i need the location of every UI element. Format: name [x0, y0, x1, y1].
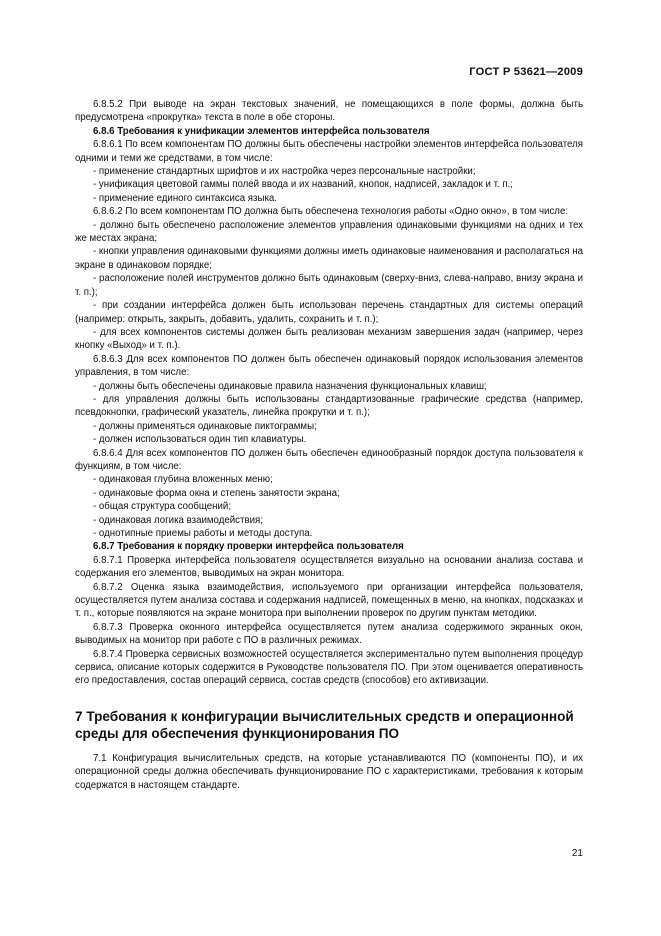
paragraph: - расположение полей инструментов должно быть одинаковым (сверху-вниз, слева-направо, внизу экрана и т. п.); [75, 273, 583, 298]
document-header: ГОСТ Р 53621—2009 [469, 66, 583, 78]
paragraph: 7.1 Конфигурация вычислительных средств, на которые устанавливаются ПО (компоненты ПО), и их операционной среды должна обеспечивать функционирование ПО с характеристиками, требования к которым содержатся в настоящем стандарте. [75, 752, 583, 791]
paragraph: 6.8.6.4 Для всех компонентов ПО должен быть обеспечен единообразный порядок доступа пользователя к функциям, в том числе: [75, 447, 583, 472]
paragraph: - применение единого синтаксиса языка. [93, 192, 277, 204]
paragraph: - при создании интерфейса должен быть использован перечень стандартных для системы операций (например: открыть, закрыть, добавить, удалить, сохранить и т. п.); [75, 300, 583, 325]
paragraph: 6.8.7.4 Проверка сервисных возможностей осуществляется экспериментально путем выполнения процедур сервиса, описание которых содержится в Руководстве пользователя ПО. При этом оценивается оперативность его предоставления, состав операций сервиса, состав средств (способов) его активизации. [75, 648, 583, 687]
paragraph: 6.8.7.3 Проверка оконного интерфейса осуществляется путем анализа содержимого экранных окон, выводимых на монитор при работе с ПО в различных режимах. [75, 621, 583, 647]
paragraph: - одинаковая глубина вложенных меню; [93, 474, 273, 486]
paragraph: - должны быть обеспечены одинаковые правила назначения функциональных клавиш; [93, 380, 487, 392]
section-title: 7 Требования к конфигурации вычислительных средств и операционной среды для обеспечения функционирования ПО [75, 708, 574, 741]
paragraph: - для всех компонентов системы должен быть реализован механизм завершения задач (например, через кнопку «Выход» и т. п.). [75, 326, 583, 352]
paragraph: - одинаковые форма окна и степень занятости экрана; [93, 487, 340, 499]
subsection-heading: 6.8.6 Требования к унификации элементов интерфейса пользователя [93, 125, 430, 137]
paragraph: - общая структура сообщений; [93, 501, 232, 513]
paragraph: - должны применяться одинаковые пиктограммы; [93, 420, 317, 432]
paragraph: - должен использоваться один тип клавиатуры. [93, 434, 307, 446]
paragraph: - должно быть обеспечено расположение элементов управления одинаковыми функциями на одних и тех же местах экрана; [75, 219, 583, 245]
paragraph: - для управления должны быть использованы стандартизованные графические средства (например, псевдокнопки, графический указатель, линейка прокрутки и т. п.); [75, 393, 583, 419]
page-number: 21 [571, 848, 583, 859]
paragraph: - унификация цветовой гаммы полей ввода и их названий, кнопок, надписей, закладок и т. п.; [93, 179, 513, 191]
paragraph: 6.8.7.2 Оценка языка взаимодействия, используемого при организации интерфейса пользователя, осуществляется путем анализа состава и содержания надписей, помещенных в меню, на кнопках, подсказках и т. п., которые появляются на экране монитора при выполнении проверок по другим пунктам методики. [75, 581, 583, 620]
paragraph: 6.8.6.1 По всем компонентам ПО должны быть обеспечены настройки элементов интерфейса пользователя одними и теми же средствами, в том числе: [75, 139, 583, 164]
paragraph: 6.8.5.2 При выводе на экран текстовых значений, не помещающихся в поле формы, должна быть предусмотрена «прокрутка» текста в поле в обе стороны. [75, 99, 583, 124]
paragraph: - одинаковая логика взаимодействия; [93, 514, 263, 526]
paragraph-list [75, 98, 583, 688]
subsection-heading: 6.8.7 Требования к порядку проверки интерфейса пользователя [93, 541, 404, 553]
section-paragraph-list [75, 752, 583, 792]
paragraph: 6.8.7.1 Проверка интерфейса пользователя осуществляется визуально на основании анализа состава и содержания его элементов, выводимых на экран монитора. [75, 554, 583, 580]
paragraph: - кнопки управления одинаковыми функциями должны иметь одинаковые наименования и располагаться на экране в одинаковом порядке; [75, 246, 583, 271]
paragraph: 6.8.6.2 По всем компонентам ПО должна быть обеспечена технология работы «Одно окно», в том числе: [93, 206, 569, 218]
paragraph: - однотипные приемы работы и методы доступа. [93, 528, 313, 539]
document-body [75, 98, 583, 792]
paragraph: - применение стандартных шрифтов и их настройка через персональные настройки; [93, 166, 476, 178]
paragraph: 6.8.6.3 Для всех компонентов ПО должен быть обеспечен одинаковый порядок использования элементов управления, в том числе: [75, 353, 583, 379]
